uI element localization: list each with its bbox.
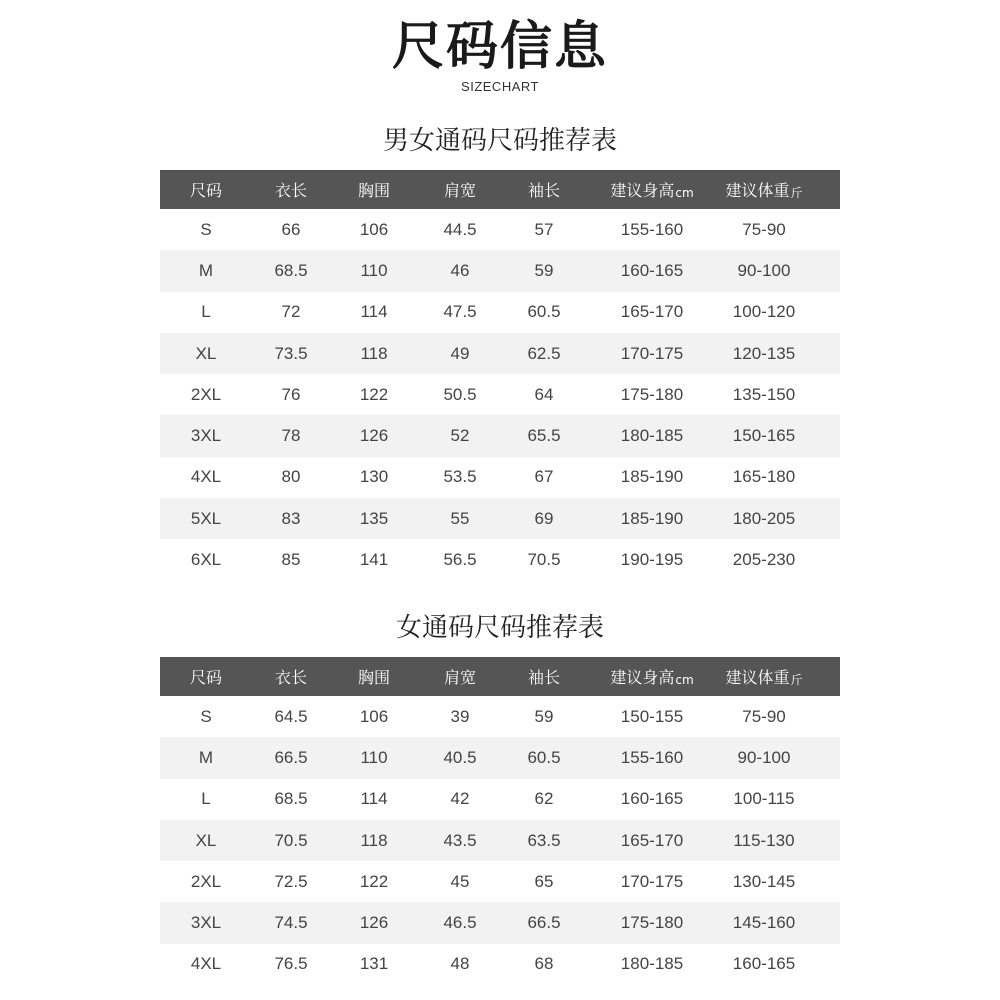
table-cell: 5XL [190,508,222,528]
table-cell: 165-170 [620,830,684,850]
table-cell: 83 [281,508,301,528]
header-label: 胸围 [357,668,390,687]
table-cell: 66.5 [274,747,308,767]
table-cell: 141 [359,550,389,570]
table-cell: 68.5 [274,260,308,280]
table-row [160,209,840,250]
header-label: 肩宽 [443,668,476,687]
header-cell [718,657,810,696]
table-cell: 110 [360,747,388,767]
table-cell: 39 [450,706,470,726]
table-cell: 55 [450,508,470,528]
header-label: 建议体重 [725,668,790,687]
table-cell: S [200,219,212,239]
table-row [160,861,840,902]
table-cell: 48 [450,954,470,974]
table-cell: 185-190 [620,508,684,528]
table-cell: 2XL [190,384,222,404]
table-cell: 110 [360,260,388,280]
table-row [160,374,840,415]
table-row [160,457,840,498]
table-cell: 74.5 [274,913,308,933]
header-label: 衣长 [274,668,307,687]
table-cell: 70.5 [274,830,308,850]
table-cell: 6XL [190,550,222,570]
header-cell [418,170,502,209]
header-label: 尺码 [189,668,222,687]
table-cell: 72 [281,302,301,322]
header-label: 肩宽 [443,181,476,200]
table-cell: 4XL [190,467,222,487]
header-cell [252,170,330,209]
table-cell: 115-130 [733,830,795,850]
header-cell [330,657,418,696]
table-cell: 114 [360,789,388,809]
table-cell: 56.5 [443,550,477,570]
height-unit: cm [675,672,694,687]
header-label: 袖长 [527,181,560,200]
table-cell: 100-120 [732,302,796,322]
table-cell: 75-90 [742,219,786,239]
weight-unit: 斤 [790,673,803,687]
table-cell: 160-165 [620,789,684,809]
table-cell: 66 [281,219,301,239]
table-cell: M [198,747,214,767]
table-cell: 135 [359,508,389,528]
table-cell: 122 [359,384,389,404]
table-cell: 63.5 [527,830,561,850]
table-cell: 42 [450,789,470,809]
table-cell: 106 [359,219,389,239]
table-cell: 165-170 [620,302,684,322]
table-row [160,696,840,737]
table-cell: 46 [450,260,470,280]
table-cell: 135-150 [732,384,796,404]
table-cell: 170-175 [620,871,684,891]
table-cell: 60.5 [527,747,561,767]
table-row [160,779,840,820]
table-cell: XL [195,830,217,850]
table-cell: 155-160 [620,219,684,239]
table-cell: 53.5 [443,467,477,487]
header-label: 建议身高 [610,181,675,200]
table-cell: 65 [534,871,554,891]
table-row [160,333,840,374]
header-cell [502,657,586,696]
table-cell: 68.5 [274,789,308,809]
table-cell: 49 [450,343,470,363]
table-cell: 64.5 [274,706,308,726]
table-cell: 50.5 [443,384,477,404]
header-cell [160,170,252,209]
table-cell: 43.5 [443,830,477,850]
table-cell: L [201,789,211,809]
table-cell: 69 [534,508,554,528]
table-cell: 59 [534,260,554,280]
table-cell: 175-180 [620,913,684,933]
table-cell: 70.5 [527,550,561,570]
table-cell: 60.5 [527,302,561,322]
table-cell: 66.5 [527,913,561,933]
table-cell: 122 [359,871,389,891]
table-cell: XL [195,343,217,363]
table-cell: 180-185 [620,954,684,974]
table-cell: 62.5 [527,343,561,363]
table-cell: 62 [534,789,554,809]
table-cell: 130-145 [732,871,796,891]
women-table-title: 女通码尺码推荐表 [395,613,604,643]
header-label: 胸围 [357,181,390,200]
table-cell: 185-190 [620,467,684,487]
table-cell: 40.5 [443,747,477,767]
table-cell: 106 [359,706,389,726]
table-cell: 4XL [190,954,222,974]
table-row [160,498,840,539]
women-size-table [160,657,840,985]
table-row [160,250,840,291]
weight-unit: 斤 [790,186,803,200]
table-cell: 120-135 [732,343,796,363]
table-cell: 155-160 [620,747,684,767]
table-cell: 3XL [190,426,222,446]
table-cell: 180-185 [620,426,684,446]
table-cell: 145-160 [732,913,796,933]
header-cell [718,170,810,209]
table-cell: 65.5 [527,426,561,446]
table-cell: 150-165 [732,426,796,446]
table-cell: 150-155 [620,706,684,726]
table-cell: 118 [360,830,388,850]
table-cell: 72.5 [274,871,308,891]
page-subtitle: SIZECHART [461,79,539,94]
table-cell: 67 [534,467,554,487]
table-cell: 160-165 [732,954,796,974]
table-cell: 68 [534,954,554,974]
table-cell: 45 [450,871,470,891]
table-cell: 85 [281,550,301,570]
table-row [160,944,840,985]
table-cell: 114 [360,302,388,322]
table-cell: 80 [281,467,301,487]
height-unit: cm [675,185,694,200]
header-cell [418,657,502,696]
table-cell: 76.5 [274,954,308,974]
header-cell [330,170,418,209]
table-cell: 57 [534,219,554,239]
table-cell: 126 [359,913,389,933]
table-cell: 118 [360,343,388,363]
table-cell: 160-165 [620,260,684,280]
table-cell: 75-90 [742,706,786,726]
table-row [160,539,840,580]
table-row [160,902,840,943]
table-cell: 59 [534,706,554,726]
table-cell: 73.5 [274,343,308,363]
table-header-row [160,170,840,209]
table-cell: 52 [450,426,470,446]
table-header-row [160,657,840,696]
table-row [160,292,840,333]
table-cell: 126 [359,426,389,446]
table-cell: 78 [281,426,301,446]
table-cell: 130 [359,467,389,487]
table-cell: 131 [359,954,389,974]
table-cell: 76 [281,384,301,404]
header-cell [160,657,252,696]
table-cell: 2XL [190,871,222,891]
table-cell: 64 [534,384,554,404]
table-cell: 190-195 [620,550,684,570]
unisex-size-table [160,170,840,581]
header-label: 袖长 [527,668,560,687]
page-title: 尺码信息 [391,17,608,77]
header-label: 建议体重 [725,181,790,200]
table-cell: L [201,302,211,322]
header-label: 衣长 [274,181,307,200]
table-cell: S [200,706,212,726]
header-cell [586,170,718,209]
table-cell: 180-205 [732,508,796,528]
header-label: 尺码 [189,181,222,200]
table-cell: 165-180 [732,467,796,487]
table-cell: 44.5 [443,219,477,239]
table-cell: M [198,260,214,280]
header-label: 建议身高 [610,668,675,687]
table-row [160,415,840,456]
table-cell: 47.5 [443,302,477,322]
table-row [160,820,840,861]
header-cell [502,170,586,209]
table-cell: 46.5 [443,913,477,933]
table-cell: 175-180 [620,384,684,404]
table-cell: 3XL [190,913,222,933]
table-cell: 205-230 [732,550,796,570]
unisex-table-title: 男女通码尺码推荐表 [382,126,617,156]
table-cell: 90-100 [737,747,791,767]
table-row [160,737,840,778]
table-cell: 100-115 [733,789,795,809]
header-cell [586,657,718,696]
table-cell: 170-175 [620,343,684,363]
table-cell: 90-100 [737,260,791,280]
header-cell [252,657,330,696]
